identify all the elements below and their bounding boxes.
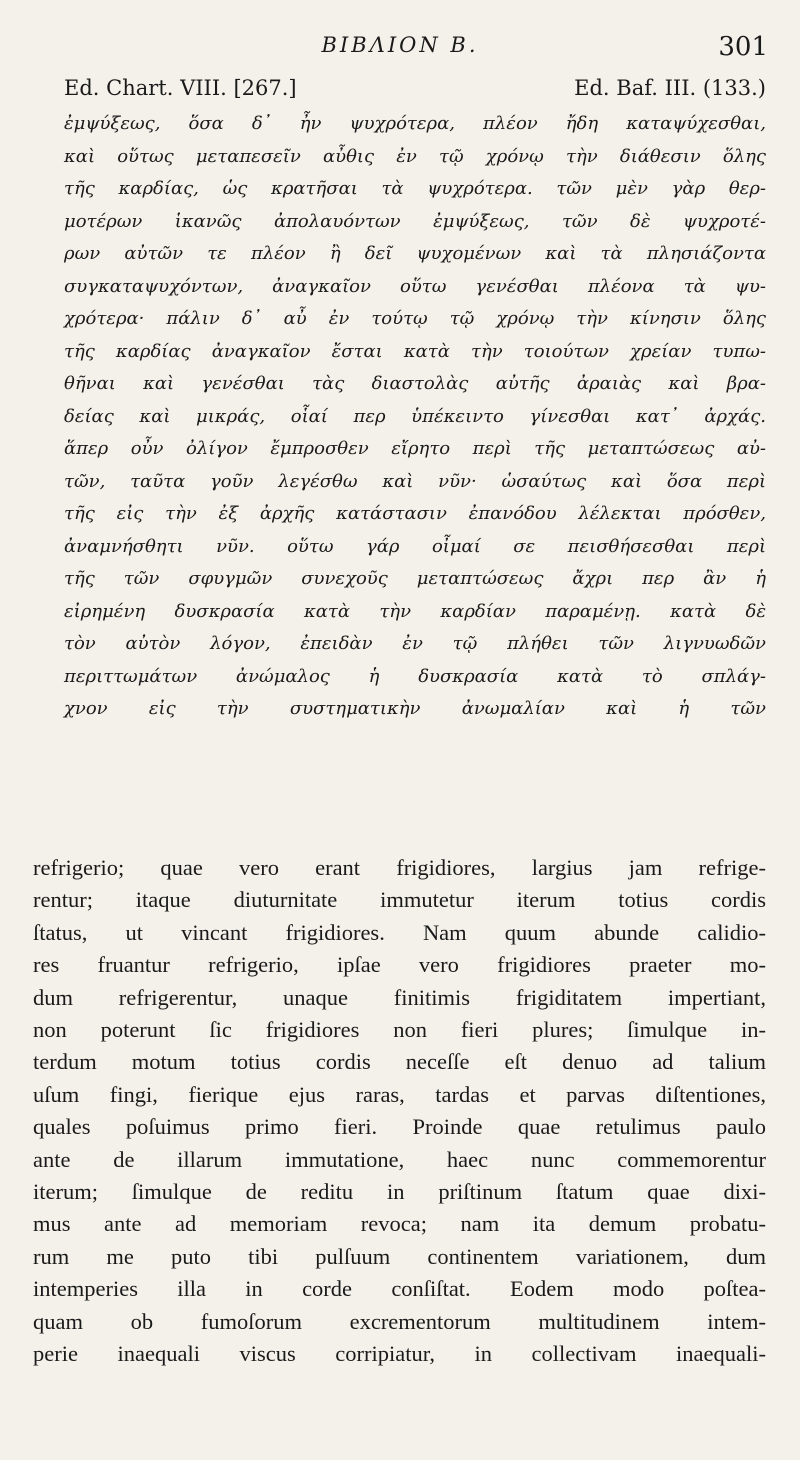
- greek-line: χρότερα· πάλιν δ᾽ αὖ ἐν τούτῳ τῷ χρόνῳ τὴν κίνησιν ὅλης: [64, 308, 766, 329]
- latin-line: non poterunt ſic frigidiores non fieri plures; ſimulque in-: [33, 1017, 766, 1043]
- latin-line: iterum; ſimulque de reditu in priſtinum ſtatum quae dixi-: [33, 1179, 766, 1205]
- greek-line: καὶ οὕτως μεταπεσεῖν αὖθις ἐν τῷ χρόνῳ τὴν διάθεσιν ὅλης: [64, 145, 766, 167]
- greek-line: μοτέρων ἱκανῶς ἀπολαυόντων ἐμψύξεως, τῶν δὲ ψυχροτέ-: [64, 210, 766, 232]
- latin-line: rum me puto tibi pulſuum continentem variationem, dum: [33, 1243, 766, 1269]
- latin-line: refrigerio; quae vero erant frigidiores, largius jam refrige-: [33, 855, 766, 880]
- latin-line: perie inaequali viscus corripiatur, in collectivam inaequali-: [33, 1341, 766, 1367]
- latin-line: dum refrigerentur, unaque finitimis frigiditatem impertiant,: [33, 984, 766, 1010]
- latin-line: intemperies illa in corde conſiſtat. Eodem modo poſtea-: [33, 1276, 766, 1302]
- greek-line: ἀναμνήσθητι νῦν. οὕτω γάρ οἶμαί σε πεισθήσεσθαι περὶ: [64, 535, 766, 557]
- greek-line: θῆναι καὶ γενέσθαι τὰς διαστολὰς αὐτῆς ἀραιὰς καὶ βρα-: [64, 373, 766, 394]
- greek-line: δείας καὶ μικράς, οἷαί περ ὑπέκειντο γίνεσθαι κατ᾽ ἀρχάς.: [64, 405, 766, 427]
- latin-text-block: [33, 852, 766, 1371]
- greek-line: τῆς εἰς τὴν ἐξ ἀρχῆς κατάστασιν ἐπανόδου λέλεκται πρόσθεν,: [64, 503, 766, 524]
- latin-line: terdum motum totius cordis neceſſe eſt denuo ad talium: [33, 1049, 766, 1075]
- latin-line: ante de illarum immutatione, haec nunc commemorentur: [33, 1146, 766, 1172]
- latin-line: uſum fingi, fierique ejus raras, tardas et parvas diſtentiones,: [33, 1081, 766, 1107]
- greek-line: ρων αὐτῶν τε πλέον ἢ δεῖ ψυχομένων καὶ τὰ πλησιάζοντα: [64, 243, 766, 264]
- edition-reference-chart: Ed. Chart. VIII. [267.]: [64, 76, 297, 100]
- greek-line: εἰρημένη δυσκρασία κατὰ τὴν καρδίαν παραμένῃ. κατὰ δὲ: [64, 600, 766, 622]
- greek-line: τῆς τῶν σφυγμῶν συνεχοῦς μεταπτώσεως ἄχρι περ ἂν ἡ: [64, 568, 766, 589]
- latin-line: quam ob fumoſorum excrementorum multitudinem intem-: [33, 1308, 766, 1334]
- greek-line: ἐμψύξεως, ὅσα δ᾽ ἦν ψυχρότερα, πλέον ἤδη καταψύχεσθαι,: [64, 113, 766, 134]
- edition-reference-basel: Ed. Baf. III. (133.): [574, 76, 766, 100]
- greek-line: χνον εἰς τὴν συστηματικὴν ἀνωμαλίαν καὶ ἡ τῶν: [64, 698, 766, 719]
- greek-line: τῶν, ταῦτα γοῦν λεγέσθω καὶ νῦν· ὡσαύτως καὶ ὅσα περὶ: [64, 470, 766, 492]
- page-number: 301: [718, 32, 768, 62]
- latin-line: mus ante ad memoriam revoca; nam ita demum probatu-: [33, 1211, 766, 1237]
- latin-line: quales poſuimus primo fieri. Proinde quae retulimus paulo: [33, 1114, 766, 1140]
- greek-text-block: [64, 108, 766, 726]
- greek-line: τὸν αὐτὸν λόγον, ἐπειδὰν ἐν τῷ πλήθει τῶν λιγνυωδῶν: [64, 633, 766, 654]
- greek-line: τῆς καρδίας ἀναγκαῖον ἔσται κατὰ τὴν τοιούτων χρείαν τυπω-: [64, 340, 766, 362]
- greek-line: ἅπερ οὖν ὀλίγον ἔμπροσθεν εἴρητο περὶ τῆς μεταπτώσεως αὐ-: [64, 438, 766, 459]
- latin-line: res fruantur refrigerio, ipſae vero frigidiores praeter mo-: [33, 952, 766, 978]
- latin-line: ſtatus, ut vincant frigidiores. Nam quum abunde calidio-: [33, 919, 766, 945]
- greek-line: περιττωμάτων ἀνώμαλος ἡ δυσκρασία κατὰ τὸ σπλάγ-: [64, 665, 766, 687]
- greek-line: τῆς καρδίας, ὡς κρατῆσαι τὰ ψυχρότερα. τῶν μὲν γὰρ θερ-: [64, 178, 766, 199]
- greek-line: συγκαταψυχόντων, ἀναγκαῖον οὕτω γενέσθαι πλέονα τὰ ψυ-: [64, 275, 766, 297]
- latin-line: rentur; itaque diuturnitate immutetur iterum totius cordis: [33, 887, 766, 913]
- running-title: BIBΛION B.: [321, 33, 479, 57]
